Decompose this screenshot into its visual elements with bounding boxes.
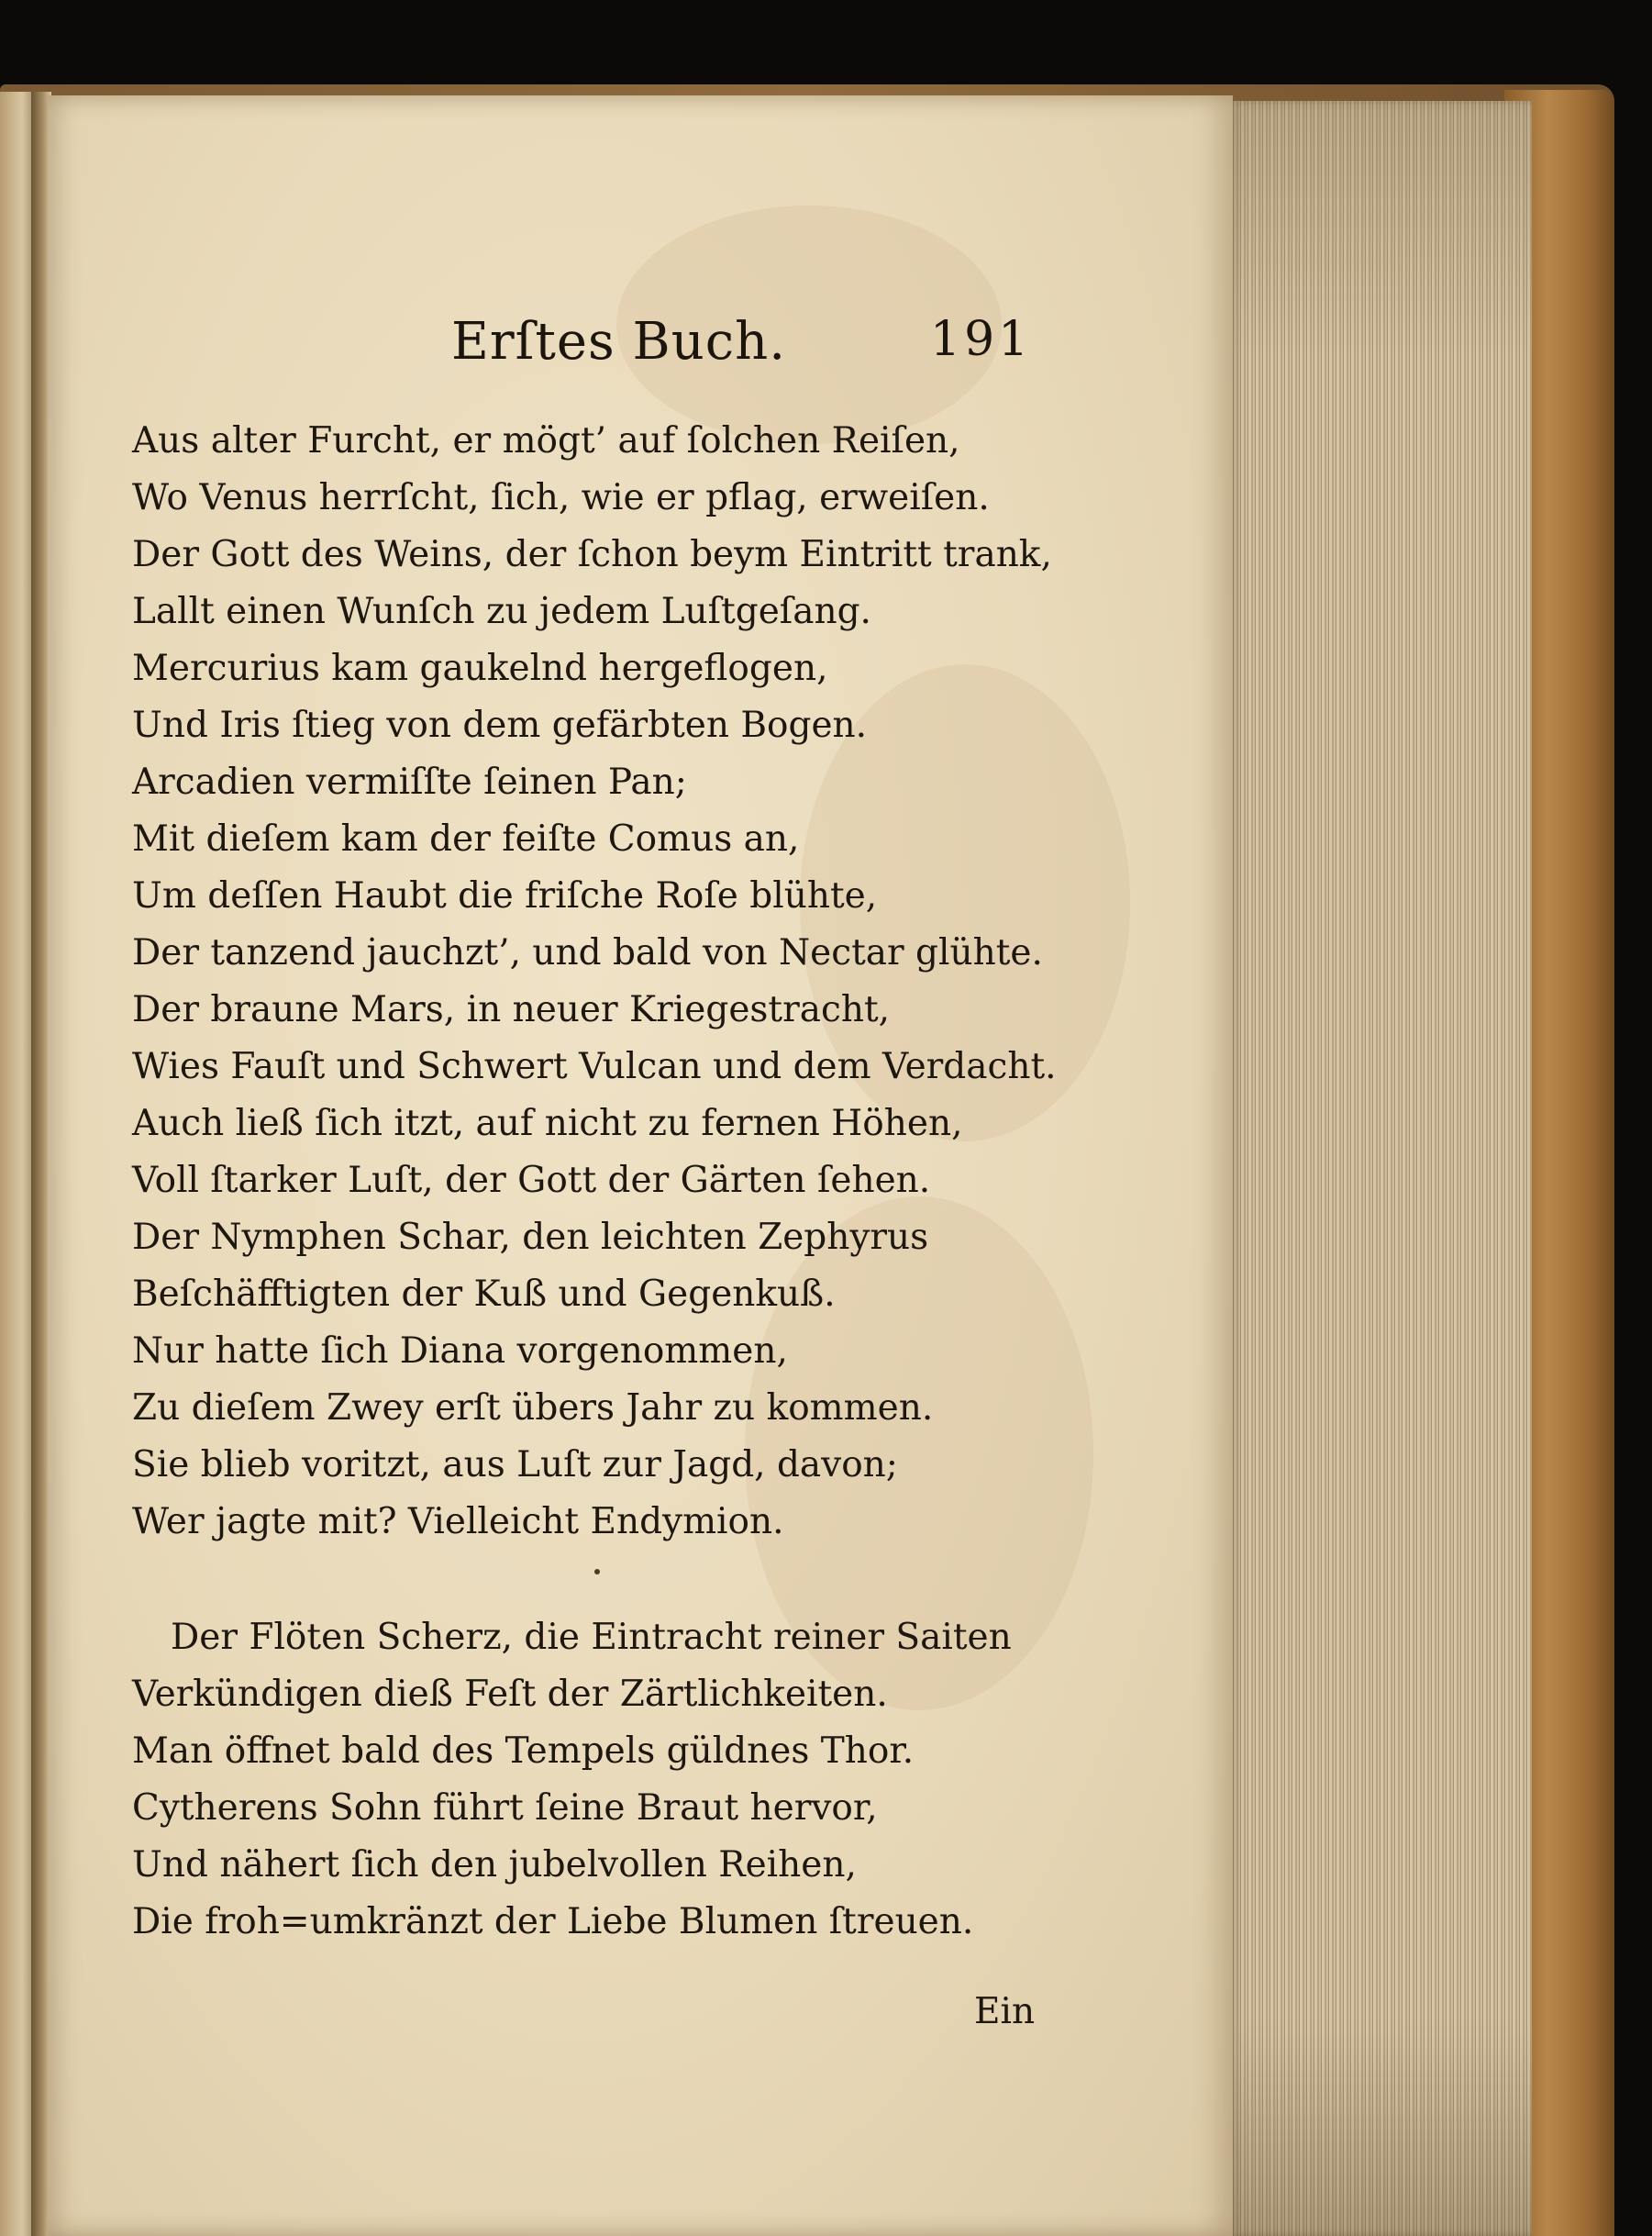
verse-line: Arcadien vermiſſte ſeinen Pan; xyxy=(132,762,687,803)
verse-line: Man öffnet bald des Tempels güldnes Thor. xyxy=(132,1730,915,1772)
verse-line: Voll ſtarker Luſt, der Gott der Gärten ſehen. xyxy=(132,1160,931,1201)
verse-line: Cytherens Sohn führt ſeine Braut hervor, xyxy=(132,1787,878,1829)
verse-line: Mercurius kam gaukelnd hergeflogen, xyxy=(132,648,828,689)
verse-line: Lallt einen Wunſch zu jedem Luſtgeſang. xyxy=(132,591,871,632)
verse-line: Beſchäfftigten der Kuß und Gegenkuß. xyxy=(132,1274,836,1315)
verse-line: Um deſſen Haubt die friſche Roſe blühte, xyxy=(132,875,878,917)
verse-line: Wies Fauſt und Schwert Vulcan und dem Verdacht. xyxy=(132,1046,1057,1087)
verse-line: Und Iris ſtieg von dem gefärbten Bogen. xyxy=(132,705,868,746)
catchword: Ein xyxy=(974,1991,1036,2032)
page-block-shade xyxy=(1229,101,1532,2236)
book-page xyxy=(48,95,1233,2236)
verse-line: Wo Venus herrſcht, ſich, wie er pflag, erweiſen. xyxy=(132,477,990,518)
verse-line: Mit dieſem kam der feiſte Comus an, xyxy=(132,818,800,860)
verse-line: Der Nymphen Schar, den leichten Zephyrus xyxy=(132,1217,929,1258)
stanza-separator-dot xyxy=(594,1569,600,1574)
verse-line: Zu dieſem Zwey erſt übers Jahr zu kommen. xyxy=(132,1387,934,1429)
verse-line: Wer jagte mit? Vielleicht Endymion. xyxy=(132,1501,784,1542)
verse-line: Auch ließ ſich itzt, auf nicht zu fernen Höhen, xyxy=(132,1103,963,1144)
verse-line: Sie blieb voritzt, aus Luſt zur Jagd, davon; xyxy=(132,1444,898,1485)
verse-line: Verkündigen dieß Feſt der Zärtlichkeiten. xyxy=(132,1674,888,1715)
verse-line: Nur hatte ſich Diana vorgenommen, xyxy=(132,1330,788,1372)
verse-line: Der braune Mars, in neuer Kriegestracht, xyxy=(132,989,891,1030)
verse-line: Aus alter Furcht, er mögt’ auf ſolchen Reiſen, xyxy=(132,420,960,462)
verse-line: Und nähert ſich den jubelvollen Reihen, xyxy=(132,1844,857,1886)
verse-line: Der Gott des Weins, der ſchon beym Eintritt trank, xyxy=(132,534,1052,575)
stanza-1 xyxy=(132,413,1057,1551)
verse-line: Der tanzend jauchzt’, und bald von Nectar glühte. xyxy=(132,932,1043,973)
running-head-title: Erſtes Buch. xyxy=(451,312,787,372)
verse-line: Der Flöten Scherz, die Eintracht reiner Saiten xyxy=(171,1617,1012,1658)
verse-line: Die froh=umkränzt der Liebe Blumen ſtreuen. xyxy=(132,1901,974,1942)
page-number: 191 xyxy=(930,312,1033,367)
stanza-2 xyxy=(132,1609,1013,1951)
